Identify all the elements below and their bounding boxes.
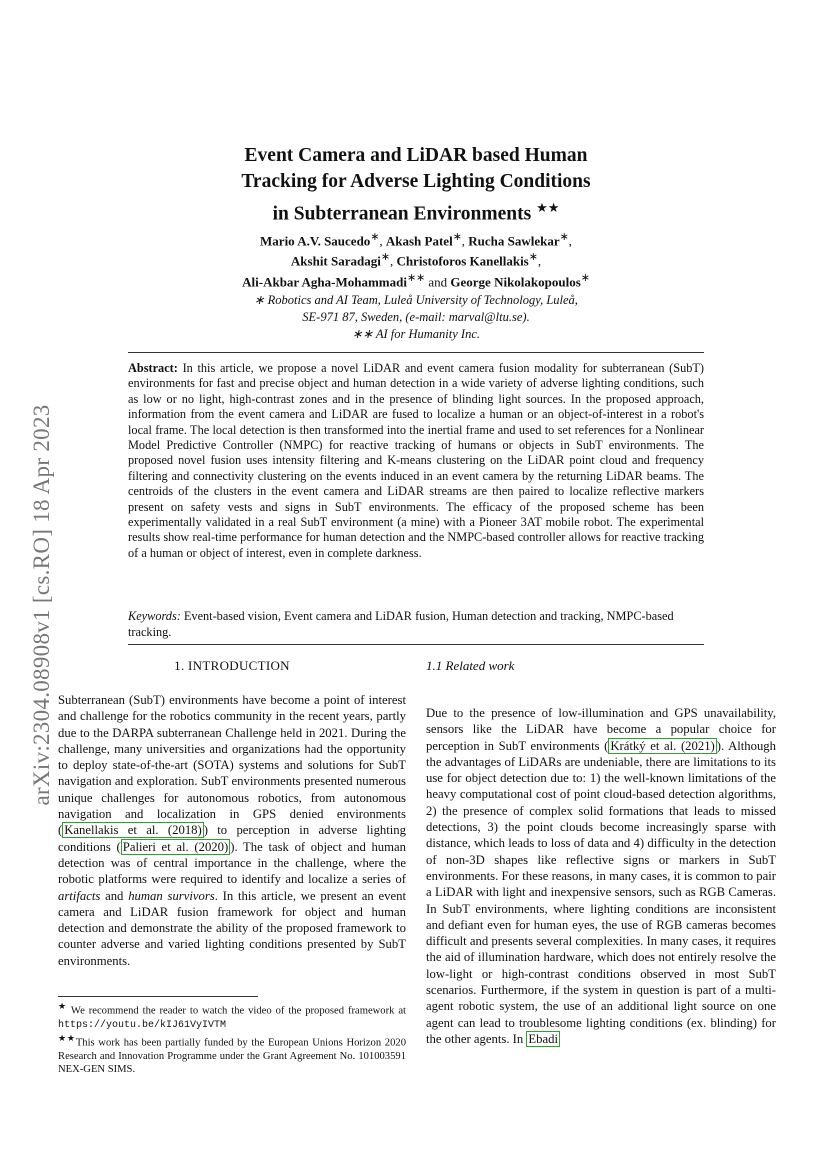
- citation-authors: Krátký et al.: [610, 738, 677, 753]
- author: Christoforos Kanellakis: [396, 253, 529, 269]
- citation-link[interactable]: [608, 738, 716, 754]
- footnote-text: This work has been partially funded by the European Unions Horizon 2020 Research and Innovation Programme under the Grant Agreement No. 101003591 NEX-GEN SIMS.: [58, 1037, 406, 1075]
- arxiv-identifier: arXiv:2304.08908v1 [cs.RO] 18 Apr 2023: [29, 404, 54, 806]
- author: Mario A.V. Saucedo: [260, 233, 371, 249]
- emphasis: human survivors: [128, 888, 215, 903]
- footnote-video: [58, 1000, 406, 1032]
- author-mark: ∗: [380, 251, 390, 264]
- author-mark: ∗: [452, 231, 462, 243]
- citation-link[interactable]: [121, 839, 230, 855]
- affiliation-line: ∗ Robotics and AI Team, Luleå University of Technology, Luleå,: [254, 293, 578, 307]
- footnote-funding: [58, 1032, 406, 1076]
- footnote-rule: [58, 996, 258, 997]
- footnote-mark: ★: [58, 1001, 68, 1011]
- abstract-text: In this article, we propose a novel LiDAR and event camera fusion modality for subterranean (SubT) environments for fast and precise object and human detection in a wide variety of adverse lighting conditions, such as low or no light, high-contrast zones and in the presence of blinding light sources. In the proposed approach, information from the event camera and LiDAR are fused to localize a human or an object-of-interest in a robot's local frame. The local detection is then transformed into the inertial frame and used to set references for a Nonlinear Model Predictive Controller (NMPC) for reactive tracking of humans or objects in SubT environments. The proposed novel fusion uses intensity filtering and K-means clustering on the LiDAR point cloud and frequency filtering and connectivity clustering on the events induced in an event camera by the returning LiDAR beams. The centroids of the clusters in the event camera and LiDAR streams are then paired to localize reflective markers present on safety vests and signs in SubT environments. The efficacy of the proposed scheme has been experimentally validated in a real SubT environment (a mine) with a Pioneer 3AT mobile robot. The experimental results show real-time performance for human detection and the NMPC-based controller allows for reactive tracking of a human or object of interest, even in complete darkness.: [128, 361, 705, 560]
- footnote-text: We recommend the reader to watch the video of the proposed framework at: [67, 1005, 407, 1017]
- text-run: ). Although the advantages of LiDARs are undeniable, there are limitations to its use for object detection due to: 1) the well-known limitations of the heavy computational cost of point cloud-based detection algorithms, 2) the presence of complex solid formations that leads to missed detections, 3) the point clouds become increasingly sparse with distance, which leads to loss of data and 4) difficulty in the detection of non-3D shapes like reflective signs or markers in SubT environments. For these reasons, in many cases, it is common to pair a LiDAR with light and inexpensive sensors, such as RGB Cameras. In SubT environments, where lighting conditions are inconsistent and defiant even for human eyes, the use of RGB cameras becomes difficult and presents several complexities. In many cases, it requires the aid of illumination hardware, which does not entirely resolve the low-light or high-contrast conditions observed in most SubT scenarios. Furthermore, if the system in question is part of a multi-agent robotic system, the use of an additional light source on one agent can lead to troublesome lighting conditions (ex. blinding) for the other agents. In: [426, 738, 776, 1046]
- title-line-2: Tracking for Adverse Lighting Conditions: [241, 171, 591, 192]
- affiliation-line: SE-971 87, Sweden, (e-mail: marval@ltu.se).: [302, 310, 530, 324]
- text-run: and: [100, 888, 129, 903]
- author-mark: ∗: [559, 231, 569, 243]
- citation-authors: Kanellakis et al.: [64, 823, 159, 838]
- author-conjunction: and: [428, 273, 448, 289]
- author-mark: ∗: [528, 251, 538, 264]
- subsection-heading-related-work: 1.1 Related work: [426, 658, 515, 673]
- affiliation-line: ∗∗ AI for Humanity Inc.: [352, 327, 480, 341]
- title-line-3: in Subterranean Environments: [272, 203, 532, 225]
- author-list: Mario A.V. Saucedo∗, Akash Patel∗, Rucha Sawlekar∗, Akshit Saradagi∗, Christoforos Kanellakis∗, Ali-Akbar Agha-Mohammadi∗∗ and George Nikolakopoulos∗: [242, 231, 590, 289]
- text-run: ) to perception in adverse lighting conditions (: [58, 823, 406, 854]
- citation-year: (2020): [194, 839, 229, 854]
- citation-link[interactable]: [526, 1031, 560, 1047]
- keywords-label: Keywords:: [128, 609, 181, 623]
- citation-link[interactable]: [62, 822, 204, 838]
- author-mark: ∗: [580, 271, 590, 284]
- author: Ali-Akbar Agha-Mohammadi: [242, 273, 407, 289]
- author: Akash Patel: [385, 233, 453, 249]
- related-work-paragraph: [426, 705, 776, 1047]
- footnotes: [58, 1000, 406, 1076]
- video-link[interactable]: https://youtu.be/kIJ61VyIVTM: [58, 1019, 227, 1031]
- citation-year: (2021): [680, 738, 715, 753]
- author: Rucha Sawlekar: [468, 233, 560, 249]
- abstract-top-rule: [128, 352, 704, 353]
- title-line-1: Event Camera and LiDAR based Human: [244, 145, 588, 166]
- author-mark: ∗∗: [406, 271, 426, 284]
- keywords: [128, 608, 704, 640]
- abstract-bottom-rule: [128, 644, 704, 645]
- author-mark: ∗: [370, 231, 380, 243]
- section-heading-introduction: 1. INTRODUCTION: [174, 658, 290, 673]
- paper-title: [130, 143, 702, 228]
- citation-authors: Palieri et al.: [122, 839, 189, 854]
- affiliations: [130, 292, 702, 343]
- text-run: . In this article, we present an event camera and LiDAR fusion framework for object and human detection and demonstrate the ability of the proposed framework to counter adverse and varied lighting conditions presented by SubT environments.: [58, 888, 407, 968]
- emphasis: artifacts: [58, 888, 101, 903]
- author: Akshit Saradagi: [290, 253, 381, 269]
- text-run: Subterranean (SubT) environments have become a point of interest and challenge for the robotics community in the recent years, partly due to the DARPA subterranean Challenge held in 2021. During the challenge, many universities and organizations had the opportunity to deploy state-of-the-art (SOTA) systems and solutions for SubT navigation and exploration. SubT environments presented numerous unique challenges for autonomous robotics, from autonomous navigation and localization in GPS denied environments (: [58, 693, 406, 838]
- text-run: ). The task of object and human detection was of central importance in the challenge, where the robotic platforms were required to identify and localize a series of: [58, 839, 406, 887]
- keywords-text: Event-based vision, Event camera and LiDAR fusion, Human detection and tracking, NMPC-based tracking.: [128, 609, 674, 639]
- text-run: Due to the presence of low-illumination and GPS unavailability, sensors like the LiDAR have become a popular choice for perception in SubT environments (: [426, 706, 776, 753]
- citation-year: (2018): [167, 823, 202, 838]
- abstract-label: Abstract:: [128, 361, 178, 375]
- citation-authors: Ebadi: [528, 1031, 559, 1046]
- footnote-mark: ★★: [58, 1032, 76, 1043]
- introduction-paragraph: [58, 692, 406, 969]
- author: George Nikolakopoulos: [450, 273, 581, 289]
- title-footnote-mark: ★★: [536, 200, 560, 215]
- abstract: [128, 361, 704, 561]
